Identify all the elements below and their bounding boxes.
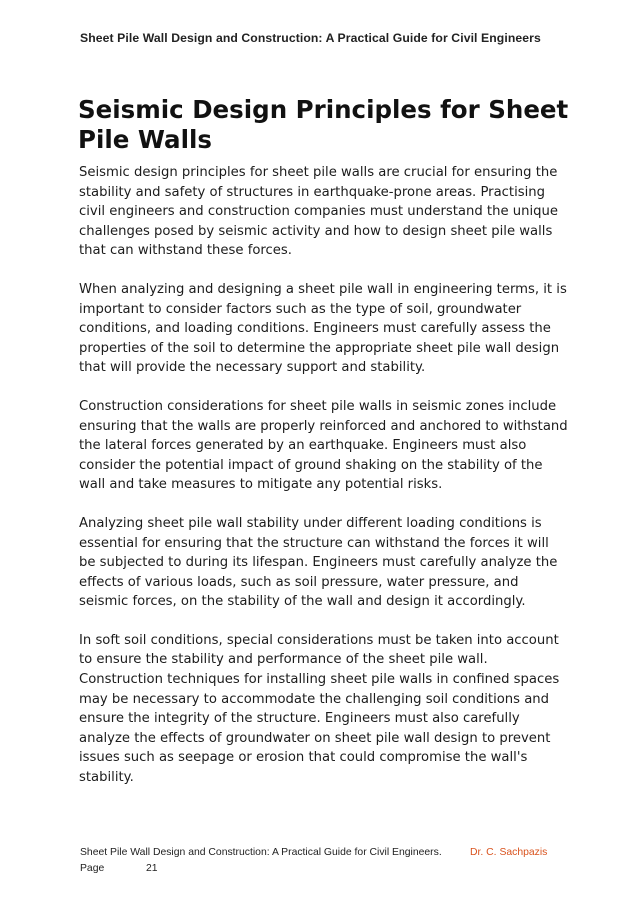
footer-author: Dr. C. Sachpazis (470, 847, 548, 858)
body-text (79, 163, 569, 807)
paragraph-3: Construction considerations for sheet pile walls in seismic zones include ensuring that the walls are properly reinforced and anchored to withstand the lateral forces generated by an earthquake. Engineers must also consider the potential impact of ground shaking on the stability of the wall and take measures to mitigate any potential risks. (79, 398, 568, 493)
page-footer (80, 845, 550, 877)
paragraph-4: Analyzing sheet pile wall stability under different loading conditions is essential for ensuring that the structure can withstand the forces it will be subjected to during its lifespan. Engineers must carefully analyze the effects of various loads, such as soil pressure, water pressure, and seismic forces, on the stability of the wall and design it accordingly. (79, 515, 558, 610)
footer-row-page (80, 861, 550, 877)
footer-page-number: 21 (146, 863, 158, 874)
paragraph-5: In soft soil conditions, special considerations must be taken into account to ensure the stability and performance of the sheet pile wall. Construction techniques for installing sheet pile walls in confined spaces may be necessary to accommodate the challenging soil conditions and ensure the integrity of the structure. Engineers must also carefully analyze the effects of groundwater on sheet pile wall design to prevent issues such as seepage or erosion that could compromise the wall's stability. (79, 632, 560, 786)
paragraph-2: When analyzing and designing a sheet pile wall in engineering terms, it is important to consider factors such as the type of soil, groundwater conditions, and loading conditions. Engineers must carefully assess the properties of the soil to determine the appropriate sheet pile wall design that will provide the necessary support and stability. (79, 281, 567, 376)
paragraph-1: Seismic design principles for sheet pile walls are crucial for ensuring the stability and safety of structures in earthquake-prone areas. Practising civil engineers and construction companies must understand the unique challenges posed by seismic activity and how to design sheet pile walls that can withstand these forces. (79, 165, 558, 259)
running-header: Sheet Pile Wall Design and Construction: A Practical Guide for Civil Engineers (80, 31, 541, 45)
footer-page-label: Page (80, 863, 105, 874)
footer-title: Sheet Pile Wall Design and Construction: A Practical Guide for Civil Engineers. (80, 847, 442, 858)
section-title: Seismic Design Principles for Sheet Pile Walls (78, 95, 569, 154)
footer-row-title (80, 845, 550, 861)
